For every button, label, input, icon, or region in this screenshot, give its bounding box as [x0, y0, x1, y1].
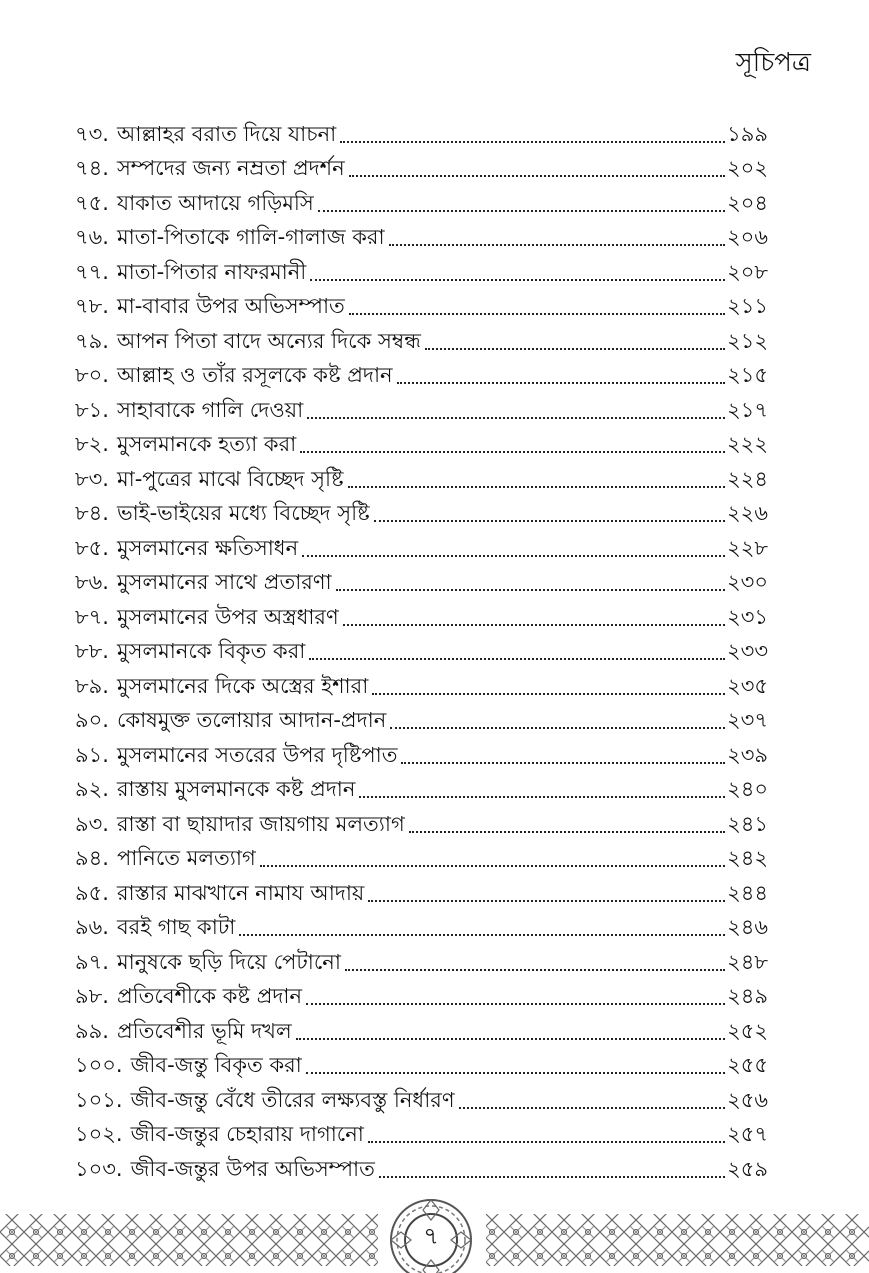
- toc-entry: [75, 563, 768, 598]
- page-number: ৭: [423, 1222, 439, 1250]
- toc-entry: [75, 1080, 768, 1115]
- dot-leader: [401, 762, 725, 764]
- toc-entry-page: ২১৭: [727, 397, 768, 422]
- toc-entry-title: মুসলমানের ক্ষতিসাধন: [116, 535, 299, 560]
- toc-entry-title: মা-বাবার উপর অভিসম্পাত: [116, 294, 345, 318]
- dot-leader: [349, 175, 725, 177]
- toc-entry: [75, 770, 768, 805]
- toc-entry-number: ৮২.: [75, 432, 109, 456]
- dot-leader: [309, 658, 725, 660]
- toc-entry-number: ৮৯.: [75, 673, 109, 698]
- toc-entry-page: ২০৮: [727, 259, 768, 284]
- toc-entry: [75, 287, 768, 322]
- dot-leader: [300, 451, 725, 453]
- toc-entry-page: ২৪৮: [727, 949, 768, 974]
- dot-leader: [425, 348, 725, 350]
- toc-entry-number: ৯৭.: [75, 949, 109, 974]
- toc-entry-page: ২৫২: [727, 1018, 768, 1043]
- toc-entry-number: ৮০.: [75, 363, 109, 387]
- toc-entry: [75, 356, 768, 391]
- toc-entry-title: মাতা-পিতাকে গালি-গালাজ করা: [116, 225, 385, 249]
- toc-entry-number: ৯৪.: [75, 846, 109, 870]
- dot-leader: [372, 693, 725, 695]
- toc-entry-number: ১০০.: [75, 1053, 123, 1077]
- toc-entry: [75, 977, 768, 1012]
- toc-entry-number: ৮৩.: [75, 466, 109, 491]
- dot-leader: [374, 520, 725, 522]
- toc-entry-page: ২৫৫: [727, 1053, 768, 1077]
- toc-entry: [75, 321, 768, 356]
- toc-entry-page: ২৪২: [727, 846, 768, 870]
- toc-entry-page: ২৪৯: [727, 984, 768, 1008]
- toc-entry-number: ৯৬.: [75, 915, 109, 939]
- toc-entry-title: আল্লাহর বরাত দিয়ে যাচনা: [116, 121, 337, 146]
- toc-entry-number: ৭৬.: [75, 225, 109, 249]
- toc-entry: [75, 459, 768, 494]
- toc-entry-page: ২৫৯: [727, 1156, 768, 1181]
- toc-entry: [75, 666, 768, 701]
- toc-entry-title: মুসলমানের সতরের উপর দৃষ্টিপাত: [116, 742, 398, 767]
- toc-entry-title: মানুষকে ছড়ি দিয়ে পেটানো: [116, 949, 341, 974]
- dot-leader: [307, 417, 725, 419]
- toc-entry-number: ৭৮.: [75, 294, 109, 318]
- dot-leader: [359, 796, 725, 798]
- toc-entry-title: বরই গাছ কাটা: [116, 915, 236, 939]
- toc-entry-number: ৯০.: [75, 708, 109, 732]
- toc-entry-number: ৮৪.: [75, 501, 109, 525]
- toc-entry-number: ৮৫.: [75, 535, 109, 560]
- toc-entry: [75, 390, 768, 425]
- dot-leader: [379, 1176, 725, 1178]
- toc-entry-title: পানিতে মলত্যাগ: [116, 846, 256, 870]
- dot-leader: [368, 1141, 725, 1143]
- toc-entry: [75, 873, 768, 908]
- toc-entry-page: ২৩০: [727, 570, 768, 594]
- toc-entry: [75, 735, 768, 770]
- toc-entry: [75, 1011, 768, 1046]
- toc-entry-title: রাস্তার মাঝখানে নামায আদায়: [116, 880, 365, 905]
- toc-entry-page: ২৩৯: [727, 742, 768, 767]
- toc-entry-number: ১০৩.: [75, 1156, 123, 1181]
- dot-leader: [260, 865, 725, 867]
- toc-entry-title: সম্পদের জন্য নম্রতা প্রদর্শন: [116, 156, 345, 180]
- toc-entry-number: ৮১.: [75, 397, 109, 422]
- toc-entry-number: ৭৭.: [75, 259, 109, 284]
- toc-entry-page: ২৪৬: [727, 915, 768, 939]
- toc-entry-number: ৯৮.: [75, 984, 109, 1008]
- toc-entry-title: সাহাবাকে গালি দেওয়া: [116, 397, 304, 422]
- toc-entry-number: ৭৩.: [75, 121, 109, 146]
- toc-entry: [75, 494, 768, 529]
- toc-entry-title: মুসলমানকে বিকৃত করা: [116, 639, 306, 663]
- dot-leader: [343, 624, 725, 626]
- toc-entry-page: ২২৪: [727, 466, 768, 491]
- dot-leader: [296, 1038, 725, 1040]
- toc-entry-page: ২১১: [727, 294, 768, 318]
- toc-entry-number: ১০২.: [75, 1122, 123, 1146]
- toc-entry: [75, 183, 768, 218]
- toc-entry: [75, 597, 768, 632]
- dot-leader: [349, 313, 725, 315]
- dot-leader: [306, 1072, 725, 1074]
- toc-entry-title: যাকাত আদায়ে গড়িমসি: [116, 190, 314, 215]
- dot-leader: [409, 831, 725, 833]
- toc-entry-title: রাস্তা বা ছায়াদার জায়গায় মলত্যাগ: [116, 811, 405, 836]
- dot-leader: [239, 934, 725, 936]
- toc-entry-title: মুসলমানকে হত্যা করা: [116, 432, 297, 456]
- toc-entry-number: ৯২.: [75, 777, 109, 801]
- toc-entry: [75, 252, 768, 287]
- toc-entry-page: ১৯৯: [727, 121, 768, 146]
- toc-entry-page: ২৪১: [727, 811, 768, 836]
- toc-entry: [75, 114, 768, 149]
- toc-entry: [75, 1046, 768, 1081]
- page-title: সূচিপত্র: [735, 48, 811, 78]
- toc-entry-title: মুসলমানের দিকে অস্ত্রের ইশারা: [116, 673, 369, 698]
- toc-entry-page: ২৪০: [727, 777, 768, 801]
- dot-leader: [310, 279, 725, 281]
- toc-entry-number: ৯৯.: [75, 1018, 109, 1043]
- toc-entry-page: ২০২: [727, 156, 768, 180]
- toc-entry-number: ৯৩.: [75, 811, 109, 836]
- dot-leader: [340, 141, 725, 143]
- toc-entry-number: ১০১.: [75, 1087, 123, 1112]
- toc-entry-title: কোষমুক্ত তলোয়ার আদান-প্রদান: [116, 708, 387, 732]
- dot-leader: [389, 244, 725, 246]
- toc-entry-title: রাস্তায় মুসলমানকে কষ্ট প্রদান: [116, 777, 356, 801]
- toc-entry: [75, 425, 768, 460]
- toc-entry-page: ২১৫: [727, 363, 768, 387]
- toc-entry-page: ২৩১: [727, 604, 768, 629]
- toc-entry-title: প্রতিবেশীর ভূমি দখল: [116, 1018, 292, 1043]
- toc-entry-number: ৯১.: [75, 742, 109, 767]
- toc-entry: [75, 218, 768, 253]
- dot-leader: [302, 555, 725, 557]
- toc-entry-page: ২৫৬: [727, 1087, 768, 1112]
- toc-entry-page: ২২২: [727, 432, 768, 456]
- table-of-contents: [75, 114, 768, 1184]
- toc-entry-page: ২২৬: [727, 501, 768, 525]
- dot-leader: [318, 210, 725, 212]
- dot-leader: [306, 1003, 725, 1005]
- toc-entry-title: মাতা-পিতার নাফরমানী: [116, 259, 307, 284]
- toc-entry: [75, 908, 768, 943]
- toc-entry-page: ২৩৭: [727, 708, 768, 732]
- toc-entry-page: ২৪৪: [727, 880, 768, 905]
- toc-entry: [75, 1115, 768, 1150]
- dot-leader: [348, 486, 725, 488]
- dot-leader: [397, 382, 726, 384]
- dot-leader: [345, 969, 725, 971]
- toc-entry-page: ২৫৭: [727, 1122, 768, 1146]
- toc-entry: [75, 942, 768, 977]
- toc-entry-title: আল্লাহ ও তাঁর রসূলকে কষ্ট প্রদান: [116, 363, 393, 387]
- toc-entry: [75, 804, 768, 839]
- toc-entry-page: ২০৪: [727, 190, 768, 215]
- toc-entry-number: ৯৫.: [75, 880, 109, 905]
- dot-leader: [459, 1107, 726, 1109]
- toc-entry-title: ভাই-ভাইয়ের মধ্যে বিচ্ছেদ সৃষ্টি: [116, 501, 370, 525]
- toc-entry: [75, 701, 768, 736]
- toc-entry-title: মুসলমানের উপর অস্ত্রধারণ: [116, 604, 339, 629]
- dot-leader: [390, 727, 725, 729]
- toc-entry-number: ৮৮.: [75, 639, 109, 663]
- toc-entry-title: জীব-জন্তুর উপর অভিসম্পাত: [130, 1156, 375, 1181]
- toc-entry-title: জীব-জন্তু বেঁধে তীরের লক্ষ্যবস্তু নির্ধারণ: [130, 1087, 455, 1112]
- toc-entry-page: ২২৮: [727, 535, 768, 560]
- toc-entry-title: জীব-জন্তুর চেহারায় দাগানো: [130, 1122, 364, 1146]
- toc-entry-number: ৮৭.: [75, 604, 109, 629]
- toc-entry-title: জীব-জন্তু বিকৃত করা: [130, 1053, 302, 1077]
- toc-entry: [75, 839, 768, 874]
- toc-entry: [75, 632, 768, 667]
- toc-entry-title: মুসলমানের সাথে প্রতারণা: [116, 570, 332, 594]
- toc-entry-number: ৭৪.: [75, 156, 109, 180]
- toc-entry-title: প্রতিবেশীকে কষ্ট প্রদান: [116, 984, 303, 1008]
- toc-entry-number: ৭৯.: [75, 328, 109, 353]
- toc-entry-page: ২৩৩: [727, 639, 768, 663]
- toc-entry-title: আপন পিতা বাদে অন্যের দিকে সম্বন্ধ: [116, 328, 421, 353]
- toc-entry-title: মা-পুত্রের মাঝে বিচ্ছেদ সৃষ্টি: [116, 466, 344, 491]
- toc-entry-number: ৭৫.: [75, 190, 109, 215]
- toc-entry-number: ৮৬.: [75, 570, 109, 594]
- toc-entry-page: ২৩৫: [727, 673, 768, 698]
- toc-entry: [75, 528, 768, 563]
- dot-leader: [336, 589, 725, 591]
- toc-entry: [75, 1149, 768, 1184]
- toc-entry-page: ২১২: [727, 328, 768, 353]
- toc-entry-page: ২০৬: [727, 225, 768, 249]
- toc-entry: [75, 149, 768, 184]
- dot-leader: [368, 900, 725, 902]
